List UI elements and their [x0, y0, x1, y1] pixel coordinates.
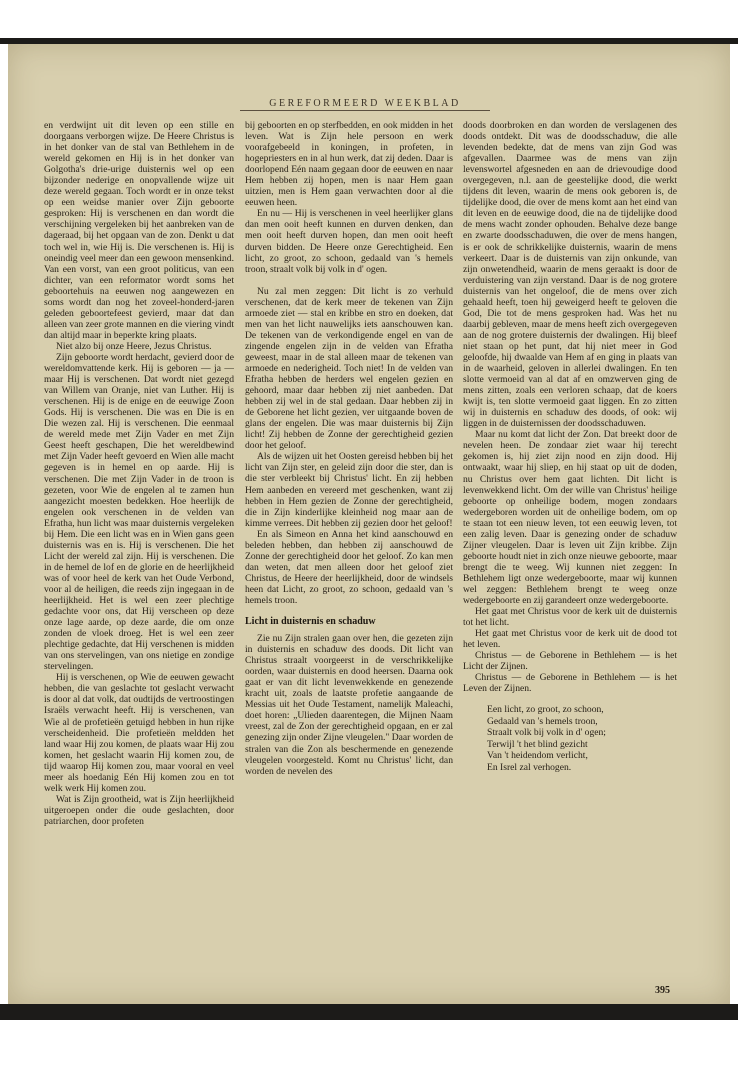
- paragraph: Zijn geboorte wordt herdacht, gevierd door de wereldomvattende kerk. Hij is geboren — ja — maar Hij is verschenen. Dat wordt niet gezegd van Willem van Oranje, niet van Luther. Hij is verschenen. Hij is de enige en de eeuwige Zoon Gods. Hij is verschenen. Die was en Die is en Die wezen zal. Hij is verschenen. Die eenmaal de wereld mede met Zijn Vader en met Zijn Geest heeft geschapen, Die het wereldbewind met Zijn Vader heeft gevoerd en Wien alle macht gegeven is in hemel en op aarde. Hij is verschenen. Die met Zijn Vader in de troon is gezeten, voor Wie de engelen al te zamen hun aangezicht moesten bedekken. Hoe heerlijk de engelen ook verschenen in de velden van Efratha, hun licht was maar duisternis vergeleken bij Hem. Die een licht was en in Wien gans geen duisternis was en is. Hij is verschenen. Die het Licht der wereld zal zijn. Hij is verschenen. Die in de hemel de lof en de glorie en de heerlijkheid was of voor heel de kerk van het Oude Verbond, voor al de heiligen, die reeds zijn ingegaan in de heerlijkheid. Het is wel een zeer plechtige gedachte voor ons, dat Hij verscheen op deze onze lage aarde, op deze aarde, die om onze zonden de vloek droeg. Het is wel een zeer plechtige gedachte, dat Hij verschenen is midden van ons stervelingen, van ons nietige en zondige stervelingen.: [44, 351, 234, 673]
- running-header: GEREFORMEERD WEEKBLAD: [269, 98, 461, 109]
- poem-line: Terwijl 't het blind gezicht: [487, 738, 588, 750]
- top-margin: [0, 0, 738, 38]
- paragraph: Het gaat met Christus voor de kerk uit de dood tot het leven.: [463, 628, 677, 651]
- paragraph: Wat is Zijn grootheid, wat is Zijn heerlijkheid uitgeroepen onder die oude geslachten, door patriarchen, door profeten: [44, 793, 234, 827]
- paragraph: En als Simeon en Anna het kind aanschouwd en beleden hebben, dan hebben zij aanschouwd de Zonne der gerechtigheid door het geloof. Zo kan men dan weten, dat men alleen door het geloof ziet Christus, de Heere der heerlijkheid, door de windsels heen dat Licht, zo groot, zo schoon, gedaald van 's hemels troon.: [245, 528, 453, 606]
- column-3: [463, 120, 677, 970]
- poem-line: Gedaald van 's hemels troon,: [487, 715, 598, 727]
- paragraph: Christus — de Geborene in Bethlehem — is het Licht der Zijnen.: [463, 650, 677, 673]
- paragraph: Hij is verschenen, op Wie de eeuwen gewacht hebben, die van geslachte tot geslacht verwacht is door al dat volk, dat oudtijds de vertroostingen Israëls verwacht heeft. Hij is verschenen, van Wie al de profetieën getuigd hebben in hun rijke verscheidenheid. Die profetieën meldden het land waar Hij zou komen, de plaats waar Hij zou komen, het geslacht waarin Hij komen zou, de tijd waarop Hij komen zou, maar vooral en veel meer als hoedanig Eén Hij komen zou en tot welk werk Hij komen zou.: [44, 672, 234, 794]
- paragraph: Niet alzo bij onze Heere, Jezus Christus.: [56, 340, 212, 352]
- paragraph: En nu — Hij is verschenen in veel heerlijker glans dan men ooit heeft kunnen en durven denken, dan men ooit heeft durven hopen, dan men ooit heeft durven bidden. De Heere onze Gerechtigheid. Een licht, zo groot, zo schoon, gedaald van 's hemels troon, straalt volk bij volk in d' ogen.: [245, 208, 453, 275]
- paragraph: Nu zal men zeggen: Dit licht is zo verhuld verschenen, dat de kerk meer de tekenen van Zijn armoede ziet — stal en kribbe en stro en doeken, dat men van het licht nauwelijks iets aanschouwen kan. De tekenen van de verkondigende engel en van de zingende engelen zijn in de velden van Efratha geweest, maar in de stal alleen maar de tekenen van armoede en nederigheid. Toch niet! In de velden van Efratha hebben de herders wel engelen gezien en gehoord, maar daar hebben zij niet aanbeden. Dat hebben zij wel in de stal gedaan. Daar hebben zij in de Geborene het licht gezien, ver uitgaande boven de glans der engelen. Die was maar duisternis bij Zijn licht! Zij hebben de Zonne der gerechtigheid gezien door het geloof.: [245, 285, 453, 452]
- paragraph: Als de wijzen uit het Oosten gereisd hebben bij het licht van Zijn ster, en geleid zijn door die ster, dan is die ster verbleekt bij Christus' licht. En zij hebben Hem aanbeden en vereerd met geschenken, want zij hebben in Hem gezien de Zonne der gerechtigheid, die in Zijn kinderlijke kleinheid nog maar aan de kimme verrees. Dit hebben zij gezien door het geloof!: [245, 451, 453, 529]
- paragraph: en verdwijnt uit dit leven op een stille en doorgaans verborgen wijze. De Heere Christus is in het donker van de stal van Bethlehem in de wereld gekomen en Hij is in het donker van Golgotha's drie-urige duisternis wel op een bijzonder nederige en onopvallende wijze uit deze wereld gegaan. Toch wordt er in onze tekst op een weidse manier over Zijn geboorte gesproken: Hij is verschenen en dan wordt die verschijning vergeleken bij het aanbreken van de dageraad, bij het opgaan van de zon. Denkt u dat toch wel in, wie Hij is. Die verschenen is. Hij is oneindig veel meer dan een gewoon mensenkind. Van een vorst, van een groot politicus, van een dichter, van een reformator wordt soms het geboortehuis na eeuwen nog aangewezen en soms wordt dan nog het zoveel-honderd-jaren geleden geboortefeest gevierd, maar dat dan alleen van zeer grote mannen en die viering vindt dan altijd maar in beperkte kring plaats.: [44, 120, 234, 341]
- poem-line: Van 't heidendom verlicht,: [487, 750, 588, 762]
- paragraph: Maar nu komt dat licht der Zon. Dat breekt door de nevelen heen. De zondaar ziet waar hij terecht gekomen is, hij ziet zijn nood en zijn dood. Hij ontwaakt, waar hij sliep, en hij staat op uit de doden, nu Christus over hem gaat lichten. Dit licht is levenwekkend licht. Om der wille van Christus' heilige geboorte op onheilige bodem, mogen zondaars wedergeboren worden uit de onheilige bodem, om op te staan tot een nieuw leven, tot een eeuwig leven, tot een zalig leven. Daar is genezing onder de schaduw Zijner vleugelen. Daar is leven uit Zijn kribbe. Zijn geboorte houdt niet in zich onze nieuwe geboorte, maar brengt die te weeg. Wij kunnen niet zeggen: In Bethlehem ligt onze wedergeboorte, maar wij kunnen wel zeggen: Bethlehem brengt te weeg onze wedergeboorte en zij garandeert onze wedergeboorte.: [463, 429, 677, 607]
- paragraph: Het gaat met Christus voor de kerk uit de duisternis tot het licht.: [463, 606, 677, 629]
- bottom-scan-edge: [0, 1004, 738, 1020]
- column-2: [245, 120, 453, 970]
- header-rule: [240, 110, 490, 111]
- page-number: 395: [655, 985, 670, 996]
- poem-stanza: [487, 704, 677, 773]
- paragraph: Zie nu Zijn stralen gaan over hen, die gezeten zijn in duisternis en schaduw des doods. Dit licht van Christus straalt voorgeerst in de verschrikkelijke oorden, waar duisternis en dood heersen. Daarna ook gaat er van dit licht levenwekkende en genezende kracht uit, zoals de laatste profetie aangaande de Messias uit het Oude Testament, namelijk Maleachi, doet horen: „Ulieden daarentegen, die Mijnen Naam vreest, zal de Zon der gerechtigheid opgaan, en er zal genezing zijn onder Zijne vleugelen." Daar worden de stralen van die Zon als beschermende en genezende vleugelen voorgesteld. Komt nu Christus' licht, dan worden de nevelen des: [245, 633, 453, 777]
- poem-line: Straalt volk bij volk in d' ogen;: [487, 727, 606, 739]
- paragraph: bij geboorten en op sterfbedden, en ook midden in het leven. Wat is Zijn hele persoon en werk voorafgebeeld in koningen, in profeten, in hogepriesters en in al hun werk, dat zij deden. Daar is doorlopend Eén naam gegaan door de eeuwen en naar Hem hebben zij hopen, men is naar Hem gaan uitzien, men is Hem gaan verwachten door al die eeuwen heen.: [245, 120, 453, 209]
- section-heading: Licht in duisternis en schaduw: [245, 616, 376, 628]
- column-1: [44, 120, 234, 970]
- poem-line: Een licht, zo groot, zo schoon,: [487, 704, 604, 716]
- paragraph: doods doorbroken en dan worden de verslagenen des doods ontdekt. Dit was de doodsschaduw, die alle levenden bedekte, dat de mens van zijn God was afgevallen. Daarmee was de mens van zijn levenswortel afgesneden en aan de drievoudige dood overgegeven, n.l. aan de geestelijke dood, die werkt tijdens dit leven, waarin de mens ook geboren is, de tijdelijke dood, die over de mens komt aan het eind van dit leven en de eeuwige dood, die na de tijdelijke dood de mens wacht zonder ophouden. Behalve deze bange en zwarte doodsschaduwen, die over de mens hangen, is er ook de schrikkelijke duisternis, waarin de mens verkeert. Daar is de duisternis van zijn onkunde, van zijn onwetendheid, waarin de mens geraakt is door de verduistering van zijn verstand. Daar is de nog grotere duisternis van het ongeloof, die de mens over zich gehaald heeft, toen hij geweigerd heeft te geloven die God, Die tot de mens gesproken had. Was het nu daarbij gebleven, maar de mens heeft zich overgegeven aan de nog grotere duisternis der dwalingen. Hij bleef niet staan op het punt, dat hij niet meer in God geloofde, hij dwaalde van Hem af en ging in plaats van in de waarheid, geloven in allerlei dwalingen. En ten slotte vermoeid van al dat af en omzwerven ging de mens zitten, zoals een verloren schaap, dat de koers kwijt is, ten slotte vermoeid gaat liggen. En zo zitten wij in duisternis en schaduw des doods, of ook: wij liggen in de duisternissen der doodsschaduwen.: [463, 120, 677, 430]
- paragraph: Christus — de Geborene in Bethlehem — is het Leven der Zijnen.: [463, 672, 677, 695]
- poem-line: En Isrel zal verhogen.: [487, 761, 572, 773]
